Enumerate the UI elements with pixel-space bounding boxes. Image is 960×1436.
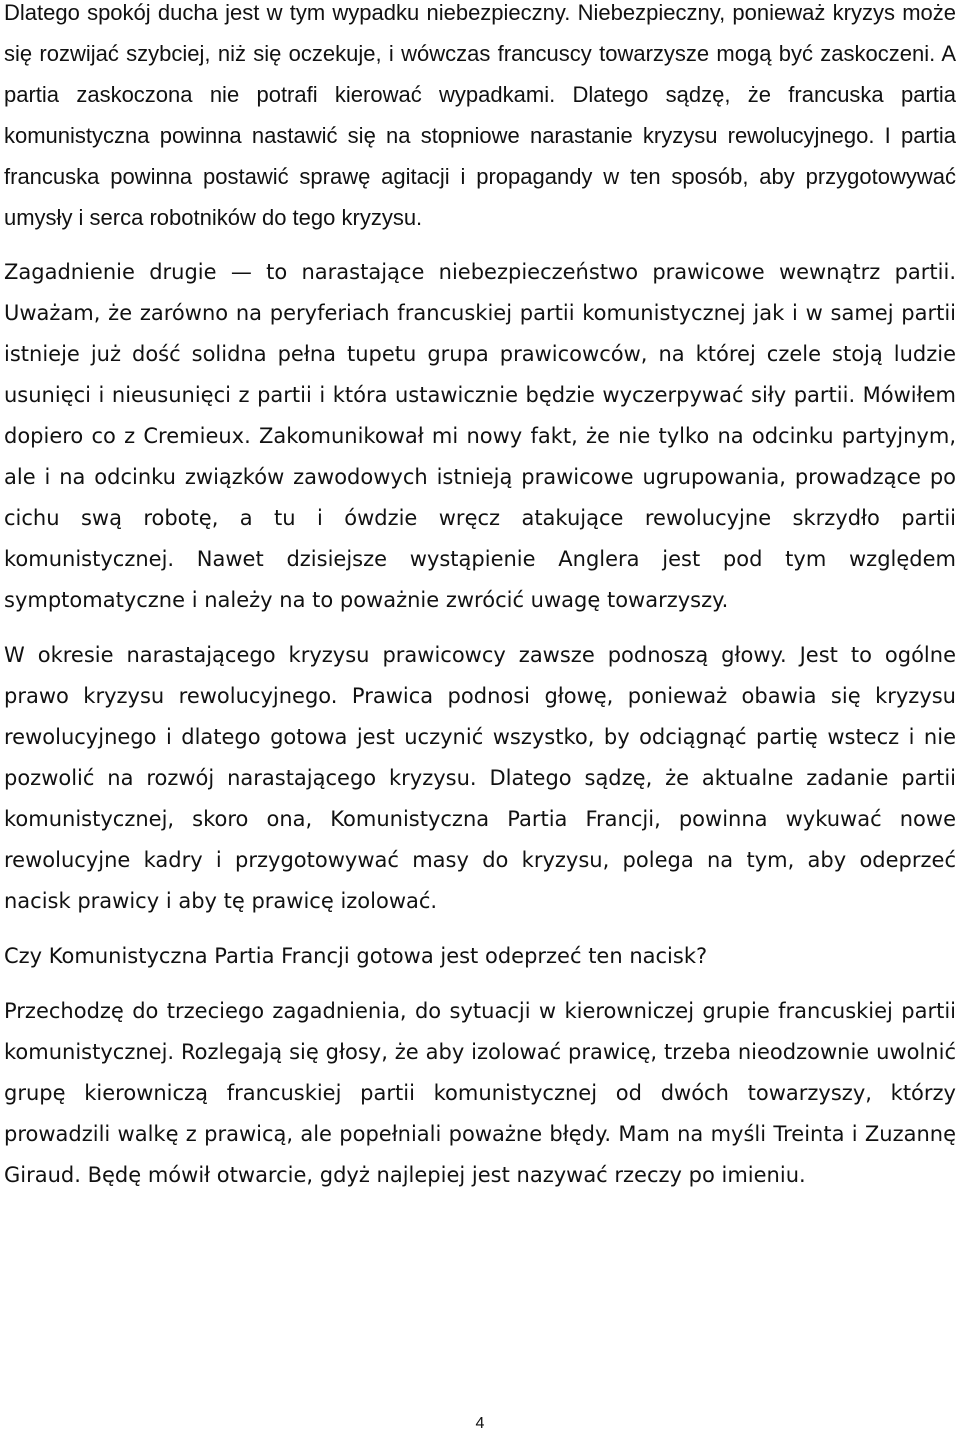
document-page <box>4 0 956 1196</box>
paragraph-5: Przechodzę do trzeciego zagadnienia, do sytuacji w kierowniczej grupie francuskiej partii komunistycznej. Rozlegają się głosy, że aby izolować prawicę, trzeba nieodzownie uwolnić grupę kierowniczą francuskiej partii komunistycznej od dwóch towarzyszy, którzy prowadzili walkę z prawicą, ale popełniali poważne błędy. Mam na myśli Treinta i Zuzannę Giraud. Będę mówił otwarcie, gdyż najlepiej jest nazywać rzeczy po imieniu. <box>4 999 956 1187</box>
paragraph-2: Zagadnienie drugie — to narastające niebezpieczeństwo prawicowe wewnątrz partii. Uważam, że zarówno na peryferiach francuskiej partii komunistycznej jak i w samej partii istnieje już dość solidna pełna tupetu grupa prawicowców, na której czele stoją ludzie usunięci i nieusunięci z partii i która ustawicznie będzie wyczerpywać siły partii. Mówiłem dopiero co z Cremieux. Zakomunikował mi nowy fakt, że nie tylko na odcinku partyjnym, ale i na odcinku związków zawodowych istnieją prawicowe ugrupowania, prowadzące po cichu swą robotę, a tu i ówdzie wręcz atakujące rewolucyjne skrzydło partii komunistycznej. Nawet dzisiejsze wystąpienie Anglera jest pod tym względem symptomatyczne i należy na to poważnie zwrócić uwagę towarzyszy. <box>4 260 956 612</box>
paragraph-1: Dlatego spokój ducha jest w tym wypadku niebezpieczny. Niebezpieczny, ponieważ kryzys może się rozwijać szybciej, niż się oczekuje, i wówczas francuscy towarzysze mogą być zaskoczeni. A partia zaskoczona nie potrafi kierować wypadkami. Dlatego sądzę, że francuska partia komunistyczna powinna nastawić się na stopniowe narastanie kryzysu rewolucyjnego. I partia francuska powinna postawić sprawę agitacji i propagandy w ten sposób, aby przygotowywać umysły i serca robotników do tego kryzysu. <box>4 0 956 230</box>
paragraph-3: W okresie narastającego kryzysu prawicowcy zawsze podnoszą głowy. Jest to ogólne prawo kryzysu rewolucyjnego. Prawica podnosi głowę, ponieważ obawia się kryzysu rewolucyjnego i dlatego gotowa jest uczynić wszystko, by odciągnąć partię wstecz i nie pozwolić na rozwój narastającego kryzysu. Dlatego sądzę, że aktualne zadanie partii komunistycznej, skoro ona, Komunistyczna Partia Francji, powinna wykuwać nowe rewolucyjne kadry i przygotowywać masy do kryzysu, polega na tym, aby odeprzeć nacisk prawicy i aby tę prawicę izolować. <box>4 643 956 913</box>
paragraph-4: Czy Komunistyczna Partia Francji gotowa jest odeprzeć ten nacisk? <box>4 944 708 968</box>
page-number: 4 <box>475 1415 485 1432</box>
